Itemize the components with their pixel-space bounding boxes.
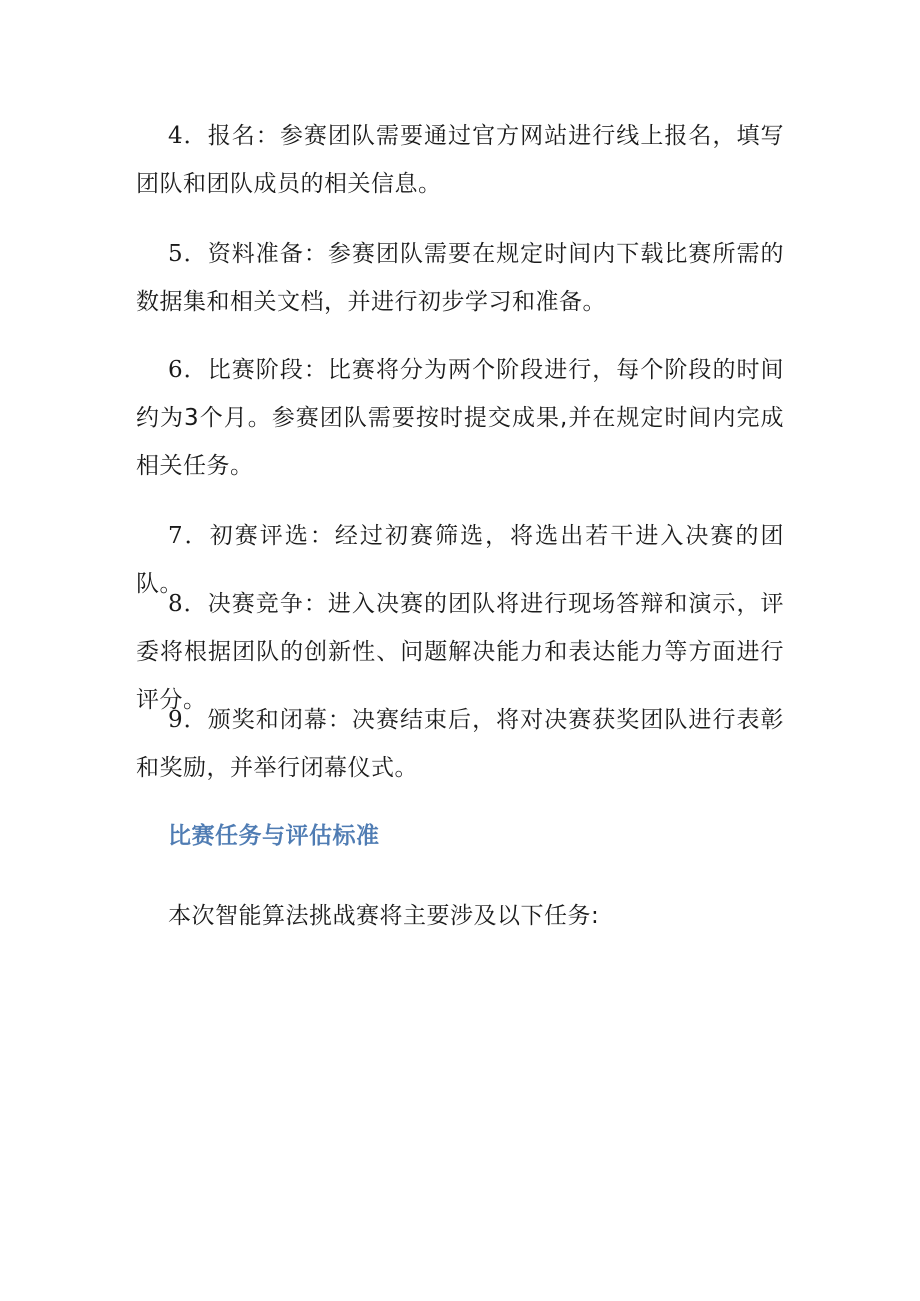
item-text: 比赛阶段：比赛将分为两个阶段进行，每个阶段的时间约为3个月。参赛团队需要按时提交成果,并在规定时间内完成相关任务。 — [136, 357, 785, 479]
item-text: 决赛竞争：进入决赛的团队将进行现场答辩和演示，评委将根据团队的创新性、问题解决能力和表达能力等方面进行评分。 — [136, 591, 785, 713]
list-item-9 — [136, 696, 784, 792]
list-item-4 — [136, 112, 784, 208]
item-text: 颁奖和闭幕：决赛结束后，将对决赛获奖团队进行表彰和奖励，并举行闭幕仪式。 — [136, 707, 785, 781]
list-item-6 — [136, 346, 784, 490]
item-separator: ． — [183, 707, 208, 733]
item-number: 4 — [168, 123, 184, 149]
item-number: 6 — [168, 357, 184, 383]
item-text: 资料准备：参赛团队需要在规定时间内下载比赛所需的数据集和相关文档，并进行初步学习和准备。 — [136, 241, 785, 315]
section-heading: 比赛任务与评估标准 — [168, 823, 380, 849]
intro-paragraph: 本次智能算法挑战赛将主要涉及以下任务: — [168, 903, 600, 929]
item-number: 9 — [168, 707, 184, 733]
item-separator: ． — [183, 591, 208, 617]
list-item-5 — [136, 230, 784, 326]
item-separator: ． — [183, 241, 208, 267]
item-text: 报名：参赛团队需要通过官方网站进行线上报名，填写团队和团队成员的相关信息。 — [136, 123, 785, 197]
item-text: 初赛评选：经过初赛筛选，将选出若干进入决赛的团队。 — [136, 523, 785, 597]
item-separator: ． — [183, 123, 208, 149]
item-number: 5 — [168, 241, 184, 267]
item-separator: ． — [183, 523, 210, 549]
item-number: 8 — [168, 591, 184, 617]
item-number: 7 — [168, 523, 184, 549]
item-separator: ． — [183, 357, 208, 383]
